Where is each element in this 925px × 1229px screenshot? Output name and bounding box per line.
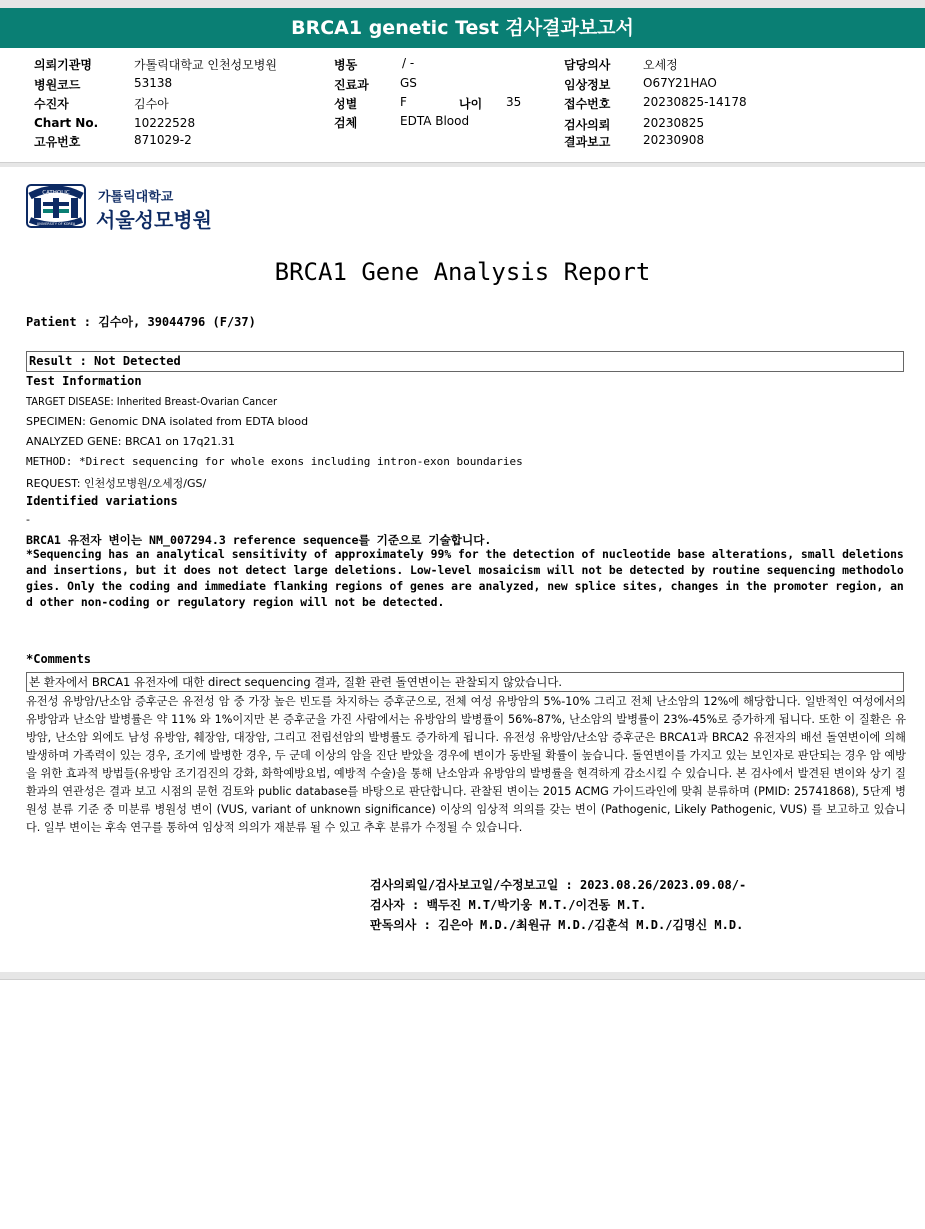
- identified-variations-heading: Identified variations: [26, 494, 178, 508]
- info-value-request-date: 20230825: [643, 116, 705, 130]
- info-value-report-date: 20230908: [643, 133, 705, 147]
- info-label-receipt-no: 접수번호: [564, 97, 611, 111]
- info-label-institution: 의뢰기관명: [34, 58, 92, 72]
- result-text: Result : Not Detected: [29, 354, 181, 368]
- analyzed-gene: ANALYZED GENE: BRCA1 on 17q21.31: [26, 435, 235, 448]
- info-value-clinical-info: O67Y21HAO: [643, 76, 717, 90]
- comments-heading: *Comments: [26, 652, 92, 666]
- dates-line: 검사의뢰일/검사보고일/수정보고일 : 2023.08.26/2023.09.08/-: [370, 878, 747, 892]
- info-label-age: 나이: [459, 97, 483, 111]
- report-title: BRCA1 Gene Analysis Report: [274, 258, 651, 286]
- info-label-department: 진료과: [334, 78, 369, 92]
- info-value-sex: F: [400, 95, 407, 109]
- info-label-hospital-code: 병원코드: [34, 78, 81, 92]
- report-header-title: BRCA1 genetic Test 검사결과보고서: [0, 8, 925, 48]
- hospital-logo: [26, 184, 226, 234]
- info-value-institution: 가톨릭대학교 인천성모병원: [134, 58, 277, 72]
- test-info-heading: Test Information: [26, 374, 142, 388]
- request-line: REQUEST: 인천성모병원/오세정/GS/: [26, 477, 207, 490]
- reader-line: 판독의사 : 김은아 M.D./최원규 M.D./김훈석 M.D./김명신 M.D.: [370, 918, 744, 932]
- target-disease: TARGET DISEASE: Inherited Breast-Ovarian Cancer: [26, 395, 278, 408]
- info-value-physician: 오세정: [643, 58, 678, 72]
- result-box: [26, 351, 904, 372]
- reference-note: BRCA1 유전자 변이는 NM_007294.3 reference sequence를 기준으로 기술합니다.: [26, 533, 492, 547]
- patient-info-block: [0, 56, 925, 151]
- seal-bottom-text: UNIVERSITY OF KOREA: [36, 222, 76, 226]
- info-label-request-date: 검사의뢰: [564, 118, 611, 132]
- info-value-receipt-no: 20230825-14178: [643, 95, 747, 109]
- hospital-seal-icon: [26, 184, 86, 228]
- info-label-chart-no: Chart No.: [34, 116, 99, 130]
- info-value-hospital-code: 53138: [134, 76, 173, 90]
- logo-university-name: 가톨릭대학교: [98, 190, 174, 205]
- info-value-unique-no: 871029-2: [134, 133, 192, 147]
- patient-line: Patient : 김수아, 39044796 (F/37): [26, 315, 256, 329]
- method-line: METHOD: *Direct sequencing for whole exons including intron-exon boundaries: [26, 455, 523, 468]
- footer-divider: [0, 972, 925, 980]
- top-divider: [0, 0, 925, 8]
- info-label-report-date: 결과보고: [564, 135, 611, 149]
- comments-summary: 본 환자에서 BRCA1 유전자에 대한 direct sequencing 결과, 질환 관련 돌연변이는 관찰되지 않았습니다.: [29, 675, 563, 689]
- comments-body: 유전성 유방암/난소암 증후군은 유전성 암 중 가장 높은 빈도를 차지하는 증후군으로, 전체 여성 유방암의 5%-10% 그리고 전체 난소암의 12%에 해당합니다. 일반적인 여성에서의 유방암과 난소암 발병률은 약 11% 와 1%이지만 본 증후군을 가진 사람에서는 유방암의 발병률이 56%-87%, 난소암의 발병률이 23%-45%로 증가하게 됩니다. 또한 이 질환은 유방암, 난소암 외에도 남성 유방암, 췌장암, 대장암, 그리고 전립선암의 발병률도 증가하게 됩니다. 유전성 유방암/난소암 증후군은 BRCA1과 BRCA2 유전자의 배선 돌연변이에 의해 발생하며 가족력이 있는 경우, 조기에 발병한 경우, 두 군데 이상의 암을 진단 받았을 경우에 변이가 동반될 확률이 높습니다. 돌연변이를 가지고 있는 보인자로 판단되는 경우 암 예방을 위한 효과적 방법들(유방암 조기검진의 강화, 화학예방요법, 예방적 수술)을 통해 난소암과 유방암의 발병률을 현격하게 감소시킬 수 있습니다. 본 검사에서 발견된 변이와 상기 질환과의 연관성은 결과 보고 시점의 문헌 검토와 public database를 바탕으로 판단합니다. 관찰된 변이는 2015 ACMG 가이드라인에 맞춰 분류하며 (PMID: 25741868), 5단계 병원성 분류 기준 중 미분류 병원성 변이 (VUS, variant of unknown significance) 이상의 임상적 의의를 갖는 변이 (Pathogenic, Likely Pathogenic, VUS) 를 보고하고 있습니다. 일부 변이는 후속 연구를 통하여 임상적 의의가 재분류 될 수 있고 추후 분류가 수정될 수 있습니다.: [26, 695, 906, 834]
- seal-top-text: CATHOLIC: [42, 190, 70, 196]
- info-value-specimen: EDTA Blood: [400, 114, 470, 128]
- sensitivity-note: *Sequencing has an analytical sensitivity of approximately 99% for the detection of nucleotide base alterations, small deletions and insertions, but it does not detect large deletions. Low-level mosaicism will not be detected by routine sequencing methodologies. Only the coding and immediate flanking regions of genes are analyzed, new splice sites, changes in the promoter region, and other non-coding or regulatory region will not be detected.: [26, 547, 904, 609]
- info-label-physician: 담당의사: [564, 58, 611, 72]
- identified-variations-value: -: [26, 513, 30, 526]
- info-label-patient-name: 수진자: [34, 97, 69, 111]
- info-label-clinical-info: 임상정보: [564, 78, 611, 92]
- specimen-line: SPECIMEN: Genomic DNA isolated from EDTA blood: [26, 415, 309, 428]
- info-value-patient-name: 김수아: [134, 97, 169, 111]
- examiner-line: 검사자 : 백두진 M.T/박기웅 M.T./이건동 M.T.: [370, 898, 647, 912]
- logo-hospital-name: 서울성모병원: [96, 208, 212, 232]
- comments-summary-box: [26, 672, 904, 692]
- info-value-age: 35: [506, 95, 522, 109]
- info-label-sex: 성별: [334, 97, 358, 111]
- section-divider: [0, 162, 925, 167]
- info-label-unique-no: 고유번호: [34, 135, 81, 149]
- info-label-ward: 병동: [334, 58, 358, 72]
- info-value-chart-no: 10222528: [134, 116, 196, 130]
- info-label-specimen: 검체: [334, 116, 358, 130]
- info-value-department: GS: [400, 76, 417, 90]
- info-value-ward: / -: [402, 56, 415, 70]
